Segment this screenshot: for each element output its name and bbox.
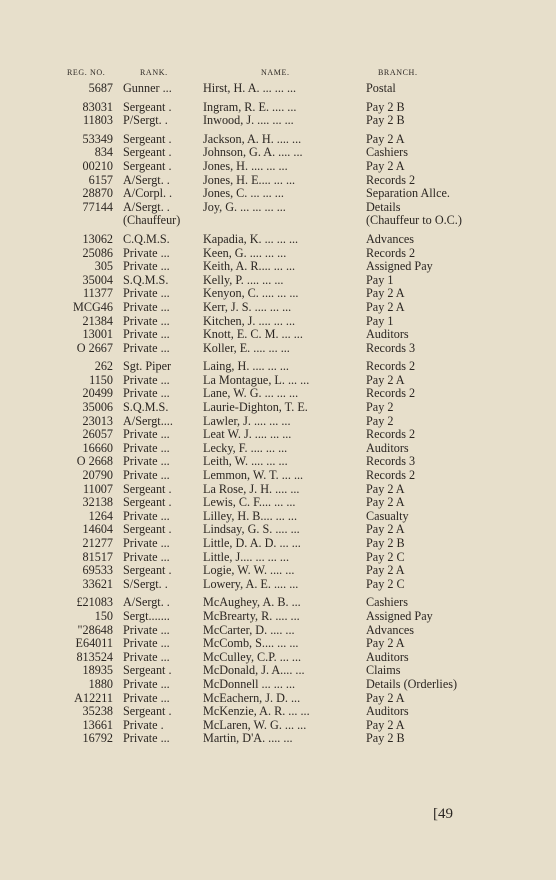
reg-no-cell: 1880 xyxy=(88,676,113,691)
rank-cell: S.Q.M.S. xyxy=(123,400,169,415)
rank-cell: Private ... xyxy=(123,299,170,314)
reg-no-cell: 16792 xyxy=(82,731,113,746)
rank-cell: Private ... xyxy=(123,508,170,523)
branch-cell: Records 2 xyxy=(366,427,416,442)
branch-cell: Pay 2 A xyxy=(366,495,405,510)
list-row xyxy=(0,651,556,665)
rank-cell: Sergeant . xyxy=(123,145,172,160)
reg-no-cell: 69533 xyxy=(82,563,113,578)
rank-cell: Private ... xyxy=(123,731,170,746)
rank-cell: Private ... xyxy=(123,427,170,442)
list-row xyxy=(0,637,556,651)
name-cell: Hirst, H. A. ... ... ... xyxy=(203,81,297,95)
name-cell: McDonald, J. A.... ... xyxy=(203,663,305,678)
branch-cell: Separation Allce. xyxy=(366,186,450,201)
list-row xyxy=(0,342,556,356)
rank-cell: Sergeant . xyxy=(123,99,172,114)
branch-cell: Assigned Pay xyxy=(366,259,433,274)
branch-cell: Records 3 xyxy=(366,454,416,469)
branch-cell: Details (Orderlies) xyxy=(366,676,458,691)
list-row xyxy=(0,551,556,565)
name-cell: Lemmon, W. T. ... ... xyxy=(203,468,304,483)
list-row xyxy=(0,428,556,442)
reg-no-cell: 26057 xyxy=(82,427,113,442)
name-cell: Jones, C. ... ... ... xyxy=(203,186,284,201)
reg-no-cell: O 2667 xyxy=(76,340,113,355)
list-row xyxy=(0,510,556,524)
name-cell: McBrearty, R. .... ... xyxy=(203,608,300,623)
list-row xyxy=(0,355,556,374)
reg-no-cell: 305 xyxy=(94,259,113,274)
rank-cell: Private ... xyxy=(123,549,170,564)
reg-no-cell: 21277 xyxy=(82,536,113,550)
rank-cell: Private ... xyxy=(123,340,170,355)
rank-cell: Private ... xyxy=(123,313,170,328)
list-row xyxy=(0,732,556,746)
rank-cell: C.Q.M.S. xyxy=(123,231,170,246)
name-cell: McAughey, A. B. ... xyxy=(203,595,301,610)
reg-no-cell: 13661 xyxy=(82,717,113,732)
name-cell: Knott, E. C. M. ... ... xyxy=(203,327,303,342)
branch-cell: Pay 2 C xyxy=(366,549,405,564)
reg-no-cell: 53349 xyxy=(82,131,113,146)
name-cell: Lowery, A. E. .... ... xyxy=(203,576,299,591)
branch-cell: Auditors xyxy=(366,649,409,664)
rank-cell: Private ... xyxy=(123,286,170,301)
branch-cell: Pay 2 B xyxy=(366,99,405,114)
rank-cell: Private ... xyxy=(123,372,170,387)
branch-cell: Pay 1 xyxy=(366,272,394,287)
reg-no-cell: MCG46 xyxy=(73,299,113,314)
name-cell: Little, J.... ... ... ... xyxy=(203,549,289,564)
branch-cell: Pay 2 A xyxy=(366,717,405,732)
list-row xyxy=(0,564,556,578)
name-cell: Johnson, G. A. .... ... xyxy=(203,145,303,160)
branch-cell: Pay 2 A xyxy=(366,563,405,578)
list-row xyxy=(0,496,556,510)
branch-cell: Postal xyxy=(366,81,396,95)
rank-cell: Sergeant . xyxy=(123,158,172,173)
branch-cell: Pay 2 A xyxy=(366,131,405,146)
rank-cell: Sergeant . xyxy=(123,522,172,537)
name-cell: McCulley, C.P. ... ... xyxy=(203,649,302,664)
branch-cell: Casualty xyxy=(366,508,409,523)
rank-cell: A/Sergt. . xyxy=(123,172,170,187)
name-cell: Lane, W. G. ... ... ... xyxy=(203,386,299,401)
name-cell: Laing, H. .... ... ... xyxy=(203,359,289,374)
reg-no-cell: 11007 xyxy=(82,481,113,496)
rank-cell: Gunner ... xyxy=(123,81,172,95)
name-cell: Kenyon, C. .... ... ... xyxy=(203,286,299,301)
reg-no-cell: 35006 xyxy=(82,400,113,415)
rank-cell: Private ... xyxy=(123,468,170,483)
branch-cell: Pay 2 C xyxy=(366,576,405,591)
branch-cell: Advances xyxy=(366,622,415,637)
rank-cell: Private ... xyxy=(123,440,170,455)
list-row xyxy=(0,374,556,388)
header-rank: RANK. xyxy=(140,68,168,77)
reg-no-cell: 13001 xyxy=(82,327,113,342)
reg-no-cell: 25086 xyxy=(82,245,113,260)
list-row xyxy=(0,160,556,174)
rank-cell: Private ... xyxy=(123,327,170,342)
branch-cell: Pay 2 B xyxy=(366,536,405,550)
list-row xyxy=(0,114,556,128)
reg-no-cell: 13062 xyxy=(82,231,113,246)
rank-cell: Private ... xyxy=(123,245,170,260)
rank-cell: Private ... xyxy=(123,690,170,705)
list-row xyxy=(0,610,556,624)
name-cell: Keith, A. R.... ... ... xyxy=(203,259,296,274)
rank-cell: P/Sergt. . xyxy=(123,113,168,128)
list-row xyxy=(0,678,556,692)
rank-cell: Sergeant . xyxy=(123,495,172,510)
name-cell: Martin, D'A. .... ... xyxy=(203,731,293,746)
rank-cell: S.Q.M.S. xyxy=(123,272,169,287)
personnel-list xyxy=(0,82,556,746)
branch-cell: Details xyxy=(366,199,401,214)
branch-cell: Pay 2 xyxy=(366,413,394,428)
name-cell: McLaren, W. G. ... ... xyxy=(203,717,307,732)
branch-cell: Pay 2 A xyxy=(366,636,405,651)
branch-cell: Auditors xyxy=(366,327,409,342)
name-cell: Koller, E. .... ... ... xyxy=(203,340,290,355)
name-cell: McEachern, J. D. ... xyxy=(203,690,301,705)
rank-cell: Private ... xyxy=(123,636,170,651)
rank-cell: Sergeant . xyxy=(123,704,172,719)
reg-no-cell: 32138 xyxy=(82,495,113,510)
branch-cell: Pay 1 xyxy=(366,313,394,328)
branch-cell: Cashiers xyxy=(366,145,408,160)
reg-no-cell: 1264 xyxy=(88,508,113,523)
rank-cell: A/Sergt. . xyxy=(123,199,170,214)
rank-cell: Private ... xyxy=(123,259,170,274)
rank-cell: A/Sergt.... xyxy=(123,413,173,428)
name-cell: Keen, G. .... ... ... xyxy=(203,245,287,260)
rank-cell: Sergeant . xyxy=(123,131,172,146)
list-row xyxy=(0,483,556,497)
rank-cell: A/Corpl. . xyxy=(123,186,173,201)
branch-cell: Pay 2 A xyxy=(366,299,405,314)
list-row xyxy=(0,214,556,228)
name-cell: McKenzie, A. R. ... ... xyxy=(203,704,310,719)
reg-no-cell: 20790 xyxy=(82,468,113,483)
list-row xyxy=(0,591,556,610)
branch-cell: Pay 2 xyxy=(366,400,394,415)
name-cell: La Montague, L. ... ... xyxy=(203,372,310,387)
reg-no-cell: 81517 xyxy=(82,549,113,564)
header-reg-no: REG. NO. xyxy=(67,68,106,77)
rank-cell: Sergt....... xyxy=(123,608,170,623)
list-row xyxy=(0,128,556,147)
reg-no-cell: 35004 xyxy=(82,272,113,287)
branch-cell: (Chauffeur to O.C.) xyxy=(366,213,462,228)
rank-cell: Private ... xyxy=(123,676,170,691)
branch-cell: Claims xyxy=(366,663,401,678)
reg-no-cell: 1150 xyxy=(89,372,113,387)
header-name: NAME. xyxy=(261,68,290,77)
name-cell: Logie, W. W. .... ... xyxy=(203,563,295,578)
list-row xyxy=(0,228,556,247)
name-cell: Joy, G. ... ... ... ... xyxy=(203,199,286,214)
list-row xyxy=(0,247,556,261)
name-cell: Jackson, A. H. .... ... xyxy=(203,131,302,146)
reg-no-cell: 6157 xyxy=(88,172,113,187)
list-row xyxy=(0,82,556,96)
name-cell: Laurie-Dighton, T. E. xyxy=(203,400,308,415)
rank-cell: Sergeant . xyxy=(123,481,172,496)
list-row xyxy=(0,624,556,638)
reg-no-cell: 5687 xyxy=(88,81,113,95)
header-branch: BRANCH. xyxy=(378,68,418,77)
name-cell: Lecky, F. .... ... ... xyxy=(203,440,288,455)
branch-cell: Records 2 xyxy=(366,359,416,374)
rank-cell: Private ... xyxy=(123,649,170,664)
reg-no-cell: 21384 xyxy=(82,313,113,328)
list-row xyxy=(0,260,556,274)
rank-cell: Private ... xyxy=(123,622,170,637)
name-cell: Ingram, R. E. .... ... xyxy=(203,99,297,114)
list-row xyxy=(0,442,556,456)
reg-no-cell: 11377 xyxy=(82,286,113,301)
name-cell: Jones, H. E.... ... ... xyxy=(203,172,296,187)
branch-cell: Records 2 xyxy=(366,386,416,401)
list-row xyxy=(0,523,556,537)
name-cell: Inwood, J. .... ... ... xyxy=(203,113,294,128)
rank-cell: Private ... xyxy=(123,536,170,550)
list-row xyxy=(0,578,556,592)
branch-cell: Records 3 xyxy=(366,340,416,355)
list-row xyxy=(0,328,556,342)
branch-cell: Records 2 xyxy=(366,172,416,187)
list-row xyxy=(0,455,556,469)
branch-cell: Pay 2 A xyxy=(366,481,405,496)
branch-cell: Auditors xyxy=(366,704,409,719)
list-row xyxy=(0,692,556,706)
name-cell: Lawler, J. .... ... ... xyxy=(203,413,291,428)
reg-no-cell: 77144 xyxy=(82,199,113,214)
rank-cell: S/Sergt. . xyxy=(123,576,168,591)
name-cell: Lilley, H. B.... ... ... xyxy=(203,508,297,523)
reg-no-cell: 834 xyxy=(94,145,113,160)
rank-cell: Sgt. Piper xyxy=(123,359,172,374)
list-row xyxy=(0,96,556,115)
reg-no-cell: 11803 xyxy=(82,113,113,128)
name-cell: McCarter, D. .... ... xyxy=(203,622,295,637)
branch-cell: Pay 2 B xyxy=(366,731,405,746)
list-row xyxy=(0,537,556,551)
name-cell: Kelly, P. .... ... ... xyxy=(203,272,284,287)
list-row xyxy=(0,146,556,160)
branch-cell: Pay 2 A xyxy=(366,522,405,537)
reg-no-cell: 262 xyxy=(94,359,113,374)
rank-cell: Sergeant . xyxy=(123,663,172,678)
name-cell: Little, D. A. D. ... ... xyxy=(203,536,301,550)
reg-no-cell: £21083 xyxy=(76,595,113,610)
reg-no-cell: 18935 xyxy=(82,663,113,678)
branch-cell: Pay 2 A xyxy=(366,158,405,173)
reg-no-cell: A12211 xyxy=(74,690,113,705)
list-row xyxy=(0,201,556,215)
list-row xyxy=(0,401,556,415)
list-row xyxy=(0,719,556,733)
list-row xyxy=(0,469,556,483)
reg-no-cell: 23013 xyxy=(82,413,113,428)
list-row xyxy=(0,664,556,678)
page-number: [49 xyxy=(433,806,453,822)
rank-cell: A/Sergt. . xyxy=(123,595,170,610)
reg-no-cell: 00210 xyxy=(82,158,113,173)
list-row xyxy=(0,187,556,201)
reg-no-cell: 150 xyxy=(94,608,113,623)
list-row xyxy=(0,287,556,301)
reg-no-cell: 83031 xyxy=(82,99,113,114)
name-cell: McDonnell ... ... ... xyxy=(203,676,296,691)
branch-cell: Pay 2 A xyxy=(366,372,405,387)
reg-no-cell: O 2668 xyxy=(76,454,113,469)
name-cell: Leat W. J. .... ... ... xyxy=(203,427,292,442)
branch-cell: Cashiers xyxy=(366,595,408,610)
reg-no-cell: 33621 xyxy=(82,576,113,591)
list-row xyxy=(0,315,556,329)
branch-cell: Records 2 xyxy=(366,245,416,260)
name-cell: Leith, W. .... ... ... xyxy=(203,454,288,469)
name-cell: Kapadia, K. ... ... ... xyxy=(203,231,299,246)
list-row xyxy=(0,301,556,315)
reg-no-cell: "28648 xyxy=(77,622,113,637)
name-cell: Kerr, J. S. .... ... ... xyxy=(203,299,292,314)
branch-cell: Assigned Pay xyxy=(366,608,433,623)
list-row xyxy=(0,174,556,188)
rank-cell: Private ... xyxy=(123,454,170,469)
name-cell: McComb, S.... ... ... xyxy=(203,636,299,651)
rank-cell: Sergeant . xyxy=(123,563,172,578)
branch-cell: Advances xyxy=(366,231,415,246)
name-cell: Lewis, C. F.... ... ... xyxy=(203,495,296,510)
name-cell: Jones, H. .... ... ... xyxy=(203,158,288,173)
branch-cell: Records 2 xyxy=(366,468,416,483)
list-row xyxy=(0,387,556,401)
branch-cell: Pay 2 A xyxy=(366,690,405,705)
rank-cell: Private . xyxy=(123,717,164,732)
reg-no-cell: 35238 xyxy=(82,704,113,719)
name-cell: La Rose, J. H. .... ... xyxy=(203,481,300,496)
reg-no-cell: 813524 xyxy=(76,649,113,664)
rank-cell: (Chauffeur) xyxy=(123,213,181,228)
name-cell: Kitchen, J. .... ... ... xyxy=(203,313,296,328)
list-row xyxy=(0,415,556,429)
branch-cell: Pay 2 A xyxy=(366,286,405,301)
reg-no-cell: 16660 xyxy=(82,440,113,455)
column-headers xyxy=(0,68,556,80)
branch-cell: Pay 2 B xyxy=(366,113,405,128)
reg-no-cell: 28870 xyxy=(82,186,113,201)
list-row xyxy=(0,705,556,719)
name-cell: Lindsay, G. S. .... ... xyxy=(203,522,300,537)
branch-cell: Auditors xyxy=(366,440,409,455)
reg-no-cell: 20499 xyxy=(82,386,113,401)
rank-cell: Private ... xyxy=(123,386,170,401)
list-row xyxy=(0,274,556,288)
reg-no-cell: 14604 xyxy=(82,522,113,537)
reg-no-cell: E64011 xyxy=(75,636,113,651)
